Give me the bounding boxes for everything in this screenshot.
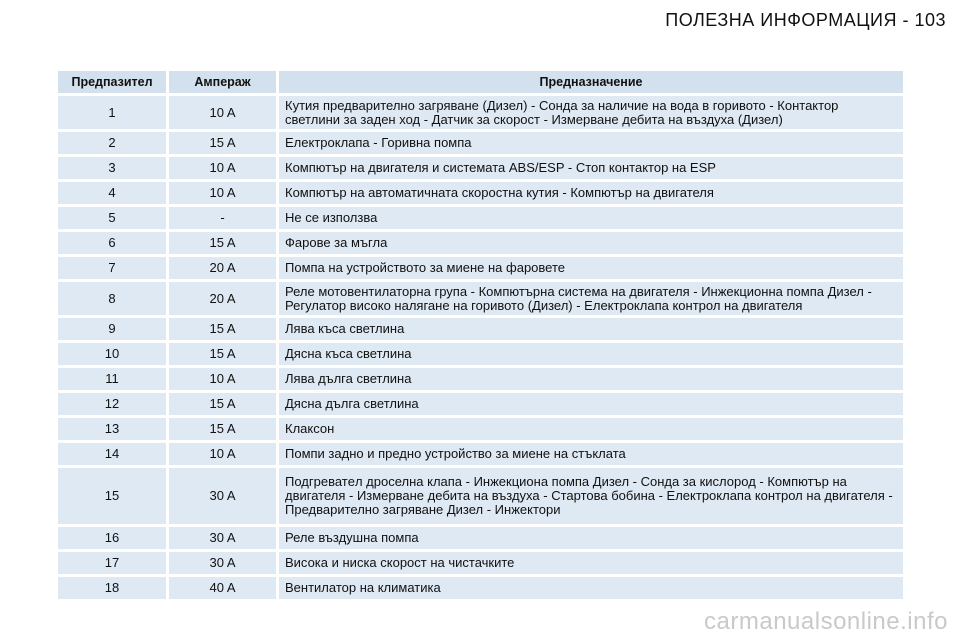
column-header-purpose: Предназначение	[279, 71, 903, 93]
fuse-number-cell: 17	[58, 552, 169, 574]
purpose-cell: Компютър на двигателя и системата ABS/ESP - Стоп контактор на ESP	[279, 157, 903, 179]
table-row	[58, 207, 903, 229]
amperage-cell: 15 A	[169, 418, 279, 440]
purpose-cell: Електроклапа - Горивна помпа	[279, 132, 903, 154]
amperage-cell: 30 A	[169, 468, 279, 524]
amperage-cell: 30 A	[169, 527, 279, 549]
fuse-table	[58, 68, 903, 602]
table-row	[58, 527, 903, 549]
amperage-cell: 20 A	[169, 257, 279, 279]
purpose-cell: Лява дълга светлина	[279, 368, 903, 390]
table-row	[58, 368, 903, 390]
fuse-number-cell: 3	[58, 157, 169, 179]
table-row	[58, 418, 903, 440]
fuse-number-cell: 15	[58, 468, 169, 524]
table-row	[58, 552, 903, 574]
table-row	[58, 393, 903, 415]
amperage-cell: 15 A	[169, 132, 279, 154]
amperage-cell: 30 A	[169, 552, 279, 574]
table-header-row	[58, 71, 903, 93]
table-row	[58, 443, 903, 465]
table-row	[58, 157, 903, 179]
fuse-number-cell: 16	[58, 527, 169, 549]
purpose-cell: Компютър на автоматичната скоростна кутия - Компютър на двигателя	[279, 182, 903, 204]
table-row	[58, 318, 903, 340]
table-row	[58, 182, 903, 204]
fuse-number-cell: 10	[58, 343, 169, 365]
table-row	[58, 96, 903, 129]
table-row	[58, 468, 903, 524]
fuse-number-cell: 2	[58, 132, 169, 154]
fuse-number-cell: 5	[58, 207, 169, 229]
fuse-number-cell: 14	[58, 443, 169, 465]
amperage-cell: 15 A	[169, 393, 279, 415]
fuse-number-cell: 11	[58, 368, 169, 390]
fuse-number-cell: 8	[58, 282, 169, 315]
amperage-cell: 20 A	[169, 282, 279, 315]
amperage-cell: -	[169, 207, 279, 229]
table-row	[58, 282, 903, 315]
fuse-number-cell: 4	[58, 182, 169, 204]
purpose-cell: Дясна дълга светлина	[279, 393, 903, 415]
fuse-number-cell: 9	[58, 318, 169, 340]
fuse-number-cell: 18	[58, 577, 169, 599]
column-header-amperage: Ампераж	[169, 71, 279, 93]
purpose-cell: Не се използва	[279, 207, 903, 229]
amperage-cell: 15 A	[169, 318, 279, 340]
purpose-cell: Вентилатор на климатика	[279, 577, 903, 599]
page-title: ПОЛЕЗНА ИНФОРМАЦИЯ - 103	[665, 10, 946, 30]
purpose-cell: Реле въздушна помпа	[279, 527, 903, 549]
fuse-number-cell: 13	[58, 418, 169, 440]
purpose-cell: Помпа на устройството за миене на фаровете	[279, 257, 903, 279]
purpose-cell: Реле мотовентилаторна група - Компютърна система на двигателя - Инжекционна помпа Дизел - Регулатор високо налягане на горивото (Дизел) - Електроклапа контрол на двигателя	[279, 282, 903, 315]
amperage-cell: 15 A	[169, 232, 279, 254]
table-row	[58, 343, 903, 365]
amperage-cell: 10 A	[169, 157, 279, 179]
table-row	[58, 577, 903, 599]
amperage-cell: 10 A	[169, 96, 279, 129]
table-row	[58, 257, 903, 279]
purpose-cell: Кутия предварително загряване (Дизел) - Сонда за наличие на вода в горивото - Контактор светлини за заден ход - Датчик за скорост - Измерване дебита на въздуха (Дизел)	[279, 96, 903, 129]
fuse-number-cell: 12	[58, 393, 169, 415]
purpose-cell: Висока и ниска скорост на чистачките	[279, 552, 903, 574]
column-header-fuse: Предпазител	[58, 71, 169, 93]
fuse-number-cell: 6	[58, 232, 169, 254]
purpose-cell: Дясна къса светлина	[279, 343, 903, 365]
amperage-cell: 40 A	[169, 577, 279, 599]
amperage-cell: 10 A	[169, 368, 279, 390]
table-row	[58, 232, 903, 254]
purpose-cell: Фарове за мъгла	[279, 232, 903, 254]
purpose-cell: Лява къса светлина	[279, 318, 903, 340]
fuse-number-cell: 7	[58, 257, 169, 279]
purpose-cell: Клаксон	[279, 418, 903, 440]
amperage-cell: 15 A	[169, 343, 279, 365]
amperage-cell: 10 A	[169, 443, 279, 465]
purpose-cell: Помпи задно и предно устройство за миене на стъклата	[279, 443, 903, 465]
watermark: carmanualsonline.info	[704, 608, 948, 635]
purpose-cell: Подгреватeл дроселна клапа - Инжекциона помпа Дизел - Сонда за кислород - Компютър на двигателя - Измерване дебита на въздуха - Стартова бобина - Електроклапа контрол на двигателя - Предварително загряване Дизел - Инжектори	[279, 468, 903, 524]
fuse-number-cell: 1	[58, 96, 169, 129]
amperage-cell: 10 A	[169, 182, 279, 204]
table-row	[58, 132, 903, 154]
